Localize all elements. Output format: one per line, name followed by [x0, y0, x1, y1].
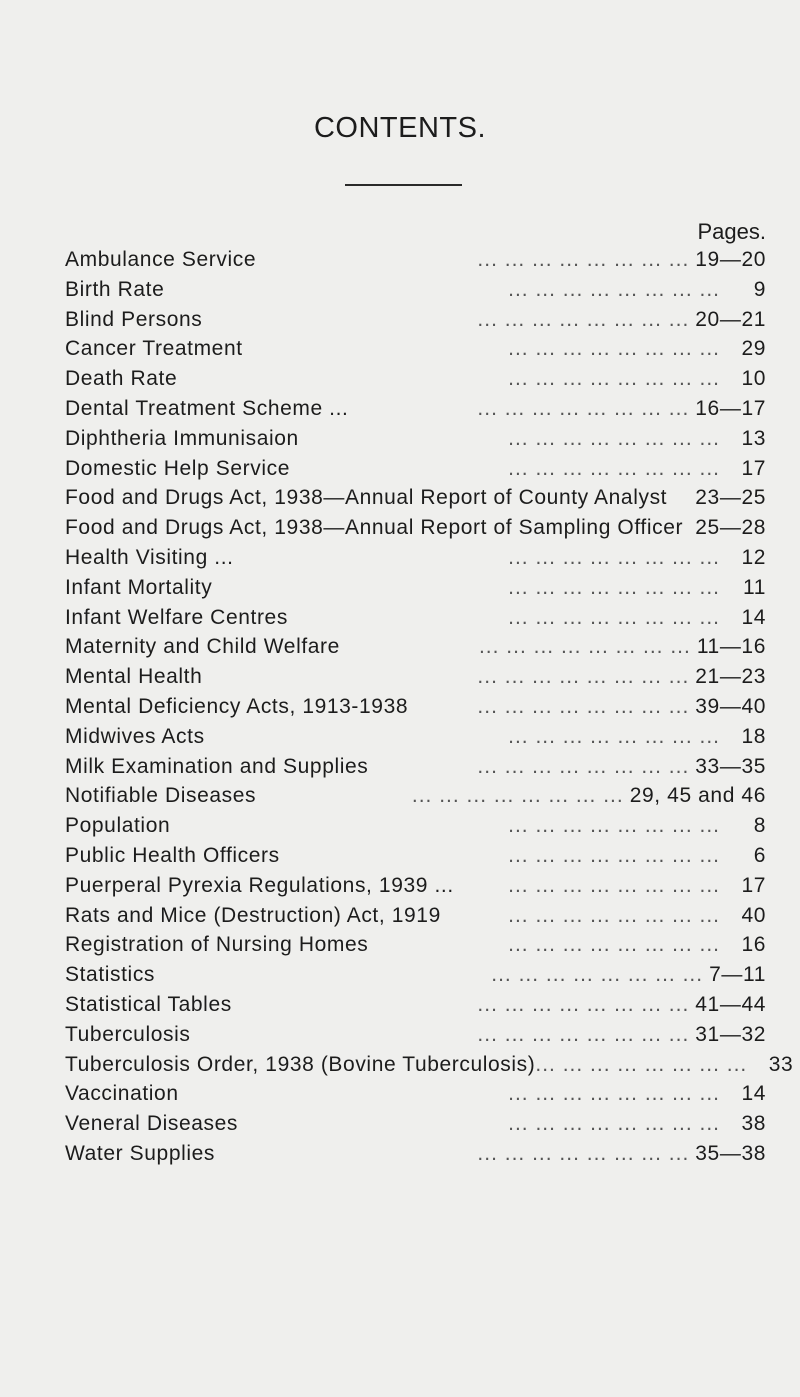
contents-entry — [65, 573, 766, 603]
entry-pages: 13 — [741, 426, 766, 450]
dot-leader: ... ... ... ... ... ... ... ... — [535, 1052, 748, 1076]
entry-pages: 16—17 — [695, 396, 766, 420]
dot-leader: ... ... ... ... ... ... ... ... — [508, 545, 720, 569]
contents-entry — [65, 752, 766, 782]
contents-entry — [65, 454, 766, 484]
entry-pages: 23—25 — [695, 486, 766, 510]
entry-label: Notifiable Diseases — [65, 784, 257, 808]
entry-pages: 10 — [741, 367, 766, 391]
entry-pages: 17 — [741, 456, 766, 480]
entry-pages: 21—23 — [695, 665, 766, 689]
contents-entry — [65, 1050, 794, 1080]
contents-entry — [65, 901, 766, 931]
entry-label: Ambulance Service — [65, 248, 257, 271]
entry-label: Vaccination — [65, 1082, 179, 1106]
dot-leader: ... ... ... ... ... ... ... ... — [508, 814, 720, 838]
entry-label: Maternity and Child Welfare — [65, 635, 340, 659]
entry-label: Food and Drugs Act, 1938—Annual Report of County Analyst — [65, 486, 668, 510]
entry-pages: 11—16 — [696, 635, 766, 659]
contents-entry — [65, 424, 766, 454]
contents-entry — [65, 811, 766, 841]
entry-pages: 38 — [741, 1112, 766, 1136]
entry-pages: 8 — [753, 814, 766, 838]
contents-entry — [65, 483, 766, 513]
entry-pages: 20—21 — [695, 307, 766, 331]
entry-label: Mental Health — [65, 665, 203, 689]
entry-label: Domestic Help Service — [65, 456, 290, 480]
entry-pages: 9 — [753, 277, 766, 301]
entry-pages: 11 — [743, 575, 766, 599]
entry-label: Birth Rate — [65, 277, 165, 301]
entry-pages: 39—40 — [695, 694, 766, 718]
contents-entry — [65, 662, 766, 692]
entry-label: Tuberculosis — [65, 1022, 191, 1046]
entry-label: Food and Drugs Act, 1938—Annual Report of Sampling Officer — [65, 516, 684, 540]
entry-pages: 6 — [753, 843, 766, 867]
entry-label: Statistics — [65, 963, 156, 987]
dot-leader: ... ... ... ... ... ... ... ... — [508, 605, 720, 629]
entry-label: Rats and Mice (Destruction) Act, 1919 — [65, 903, 441, 927]
dot-leader: ... ... ... ... ... ... ... ... — [477, 754, 690, 778]
entry-label: Midwives Acts — [65, 724, 205, 748]
dot-leader: ... ... ... ... ... ... ... ... — [477, 307, 690, 331]
contents-entry — [65, 692, 766, 722]
dot-leader: ... ... ... ... ... ... ... ... — [477, 396, 690, 420]
dot-leader: ... ... ... ... ... ... ... ... — [491, 963, 704, 987]
title-divider — [345, 184, 462, 186]
pages-column-header: Pages. — [697, 219, 766, 244]
entry-label: Puerperal Pyrexia Regulations, 1939 ... — [65, 873, 454, 897]
contents-entry — [65, 334, 766, 364]
contents-entry — [65, 781, 766, 811]
contents-entry — [65, 1139, 766, 1169]
contents-entry — [65, 990, 766, 1020]
contents-list — [65, 245, 794, 1169]
entry-label: Water Supplies — [65, 1141, 216, 1165]
contents-entry — [65, 841, 766, 871]
entry-pages: 14 — [741, 1082, 766, 1106]
entry-label: Death Rate — [65, 367, 178, 391]
contents-entry — [65, 1020, 766, 1050]
entry-pages: 40 — [741, 903, 766, 927]
entry-pages: 16 — [741, 933, 766, 957]
dot-leader: ... ... ... ... ... ... ... ... — [508, 873, 720, 897]
entry-label: Dental Treatment Scheme ... — [65, 396, 349, 420]
dot-leader: ... ... ... ... ... ... ... ... — [477, 694, 690, 718]
entry-label: Diphtheria Immunisaion — [65, 426, 299, 450]
contents-entry — [65, 960, 766, 990]
dot-leader: ... ... ... ... ... ... ... ... — [508, 724, 720, 748]
entry-label: Blind Persons — [65, 307, 203, 331]
contents-entry — [65, 930, 766, 960]
entry-label: Cancer Treatment — [65, 337, 243, 361]
dot-leader: ... ... ... ... ... ... ... ... — [477, 1141, 690, 1165]
page-title: CONTENTS. — [313, 112, 487, 144]
dot-leader: ... ... ... ... ... ... ... ... — [508, 456, 720, 480]
entry-pages: 14 — [741, 605, 766, 629]
contents-entry — [65, 1109, 766, 1139]
entry-pages: 25—28 — [695, 516, 766, 540]
entry-label: Statistical Tables — [65, 992, 232, 1016]
dot-leader: ... ... ... ... ... ... ... ... — [477, 992, 690, 1016]
entry-label: Milk Examination and Supplies — [65, 754, 369, 778]
dot-leader: ... ... ... ... ... ... ... ... — [477, 665, 690, 689]
entry-pages: 41—44 — [695, 992, 766, 1016]
dot-leader: ... ... ... ... ... ... ... ... — [478, 635, 691, 659]
entry-label: Veneral Diseases — [65, 1112, 239, 1136]
dot-leader: ... ... ... ... ... ... ... ... — [508, 575, 720, 599]
dot-leader: ... ... ... ... ... ... ... ... — [477, 1022, 690, 1046]
entry-label: Mental Deficiency Acts, 1913-1938 — [65, 694, 409, 718]
entry-pages: 19—20 — [695, 248, 766, 271]
entry-pages: 33 — [768, 1052, 794, 1076]
contents-entry — [65, 305, 766, 335]
contents-entry — [65, 275, 766, 305]
contents-entry — [65, 603, 766, 633]
dot-leader: ... ... ... ... ... ... ... ... — [508, 1082, 720, 1106]
contents-entry — [65, 394, 766, 424]
entry-pages: 33—35 — [695, 754, 766, 778]
entry-label: Registration of Nursing Homes — [65, 933, 369, 957]
dot-leader: ... ... ... ... ... ... ... ... — [477, 248, 690, 271]
contents-entry — [65, 632, 766, 662]
dot-leader: ... ... ... ... ... ... ... ... — [411, 784, 624, 808]
dot-leader: ... ... ... ... ... ... ... ... — [508, 367, 720, 391]
dot-leader: ... ... ... ... ... ... ... ... — [508, 843, 720, 867]
entry-label: Health Visiting ... — [65, 545, 234, 569]
contents-entry — [65, 543, 766, 573]
dot-leader: ... ... ... ... ... ... ... ... — [508, 277, 720, 301]
entry-pages: 12 — [741, 545, 766, 569]
contents-entry — [65, 245, 766, 275]
entry-label: Public Health Officers — [65, 843, 280, 867]
dot-leader: ... ... ... ... ... ... ... ... — [508, 426, 720, 450]
dot-leader: ... ... ... ... ... ... ... ... — [508, 1112, 720, 1136]
entry-pages: 7—11 — [709, 963, 766, 987]
entry-pages: 17 — [741, 873, 766, 897]
contents-entry — [65, 722, 766, 752]
entry-label: Tuberculosis Order, 1938 (Bovine Tuberculosis) — [65, 1052, 536, 1076]
contents-entry — [65, 1079, 766, 1109]
dot-leader: ... ... ... ... ... ... ... ... — [508, 933, 720, 957]
entry-pages: 31—32 — [695, 1022, 766, 1046]
dot-leader: ... ... ... ... ... ... ... ... — [508, 337, 720, 361]
contents-entry — [65, 513, 766, 543]
contents-entry — [65, 871, 766, 901]
entry-pages: 29, 45 and 46 — [629, 784, 766, 808]
entry-label: Population — [65, 814, 171, 838]
entry-pages: 29 — [741, 337, 766, 361]
dot-leader: ... ... ... ... ... ... ... ... — [508, 903, 720, 927]
entry-label: Infant Mortality — [65, 575, 213, 599]
contents-entry — [65, 364, 766, 394]
entry-label: Infant Welfare Centres — [65, 605, 288, 629]
entry-pages: 18 — [741, 724, 766, 748]
entry-pages: 35—38 — [695, 1141, 766, 1165]
